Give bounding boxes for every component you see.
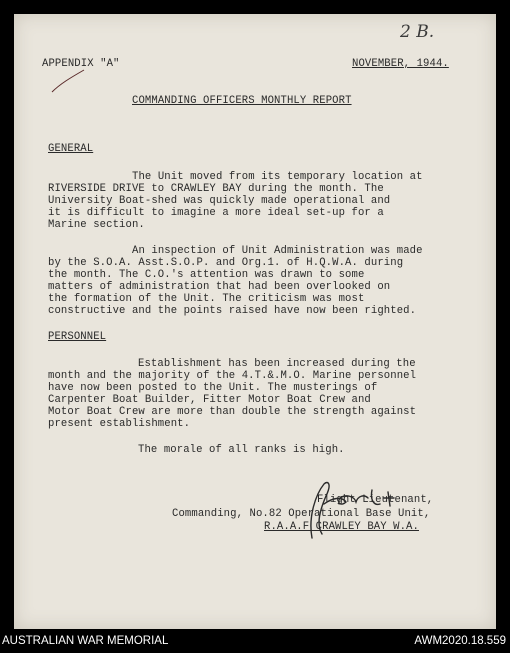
document-page — [14, 14, 496, 629]
text-line: present establishment. — [48, 418, 191, 430]
pen-mark — [50, 66, 90, 96]
report-date: NOVEMBER, 1944. — [352, 58, 449, 70]
text-line: The Unit moved from its temporary location at — [132, 171, 423, 183]
text-line: Marine section. — [48, 219, 145, 231]
text-line: RIVERSIDE DRIVE to CRAWLEY BAY during the month. The — [48, 183, 384, 195]
signatory-rank: Flight Lieutenant, — [317, 494, 434, 506]
text-line: by the S.O.A. Asst.S.O.P. and Org.1. of H.Q.W.A. during — [48, 257, 404, 269]
text-line: Establishment has been increased during the — [138, 358, 416, 370]
archive-footer — [0, 629, 510, 653]
text-line: the formation of the Unit. The criticism was most — [48, 293, 365, 305]
text-line: the month. The C.O.'s attention was drawn to some — [48, 269, 365, 281]
personnel-heading: PERSONNEL — [48, 331, 107, 343]
text-line: matters of administration that had been overlooked on — [48, 281, 391, 293]
appendix-label: APPENDIX "A" — [42, 58, 120, 70]
text-line: Motor Boat Crew are more than double the strength against — [48, 406, 417, 418]
signatory-location: R.A.A.F CRAWLEY BAY W.A. — [264, 521, 419, 533]
footer-accession-number: AWM2020.18.559 — [414, 635, 506, 647]
text-line: it is difficult to imagine a more ideal set-up for a — [48, 207, 384, 219]
text-line: month and the majority of the 4.T.&.M.O. Marine personnel — [48, 370, 417, 382]
general-heading: GENERAL — [48, 143, 94, 155]
footer-institution: AUSTRALIAN WAR MEMORIAL — [2, 635, 169, 647]
handwritten-mark: 2 B. — [400, 22, 435, 42]
text-line: An inspection of Unit Administration was made — [132, 245, 423, 257]
morale-statement: The morale of all ranks is high. — [138, 444, 345, 456]
text-line: constructive and the points raised have now been righted. — [48, 305, 417, 317]
text-line: University Boat-shed was quickly made operational and — [48, 195, 391, 207]
text-line: Carpenter Boat Builder, Fitter Motor Boat Crew and — [48, 394, 371, 406]
page-title: COMMANDING OFFICERS MONTHLY REPORT — [132, 95, 352, 107]
text-line: have now been posted to the Unit. The musterings of — [48, 382, 378, 394]
signatory-unit: Commanding, No.82 Operational Base Unit, — [172, 508, 431, 520]
